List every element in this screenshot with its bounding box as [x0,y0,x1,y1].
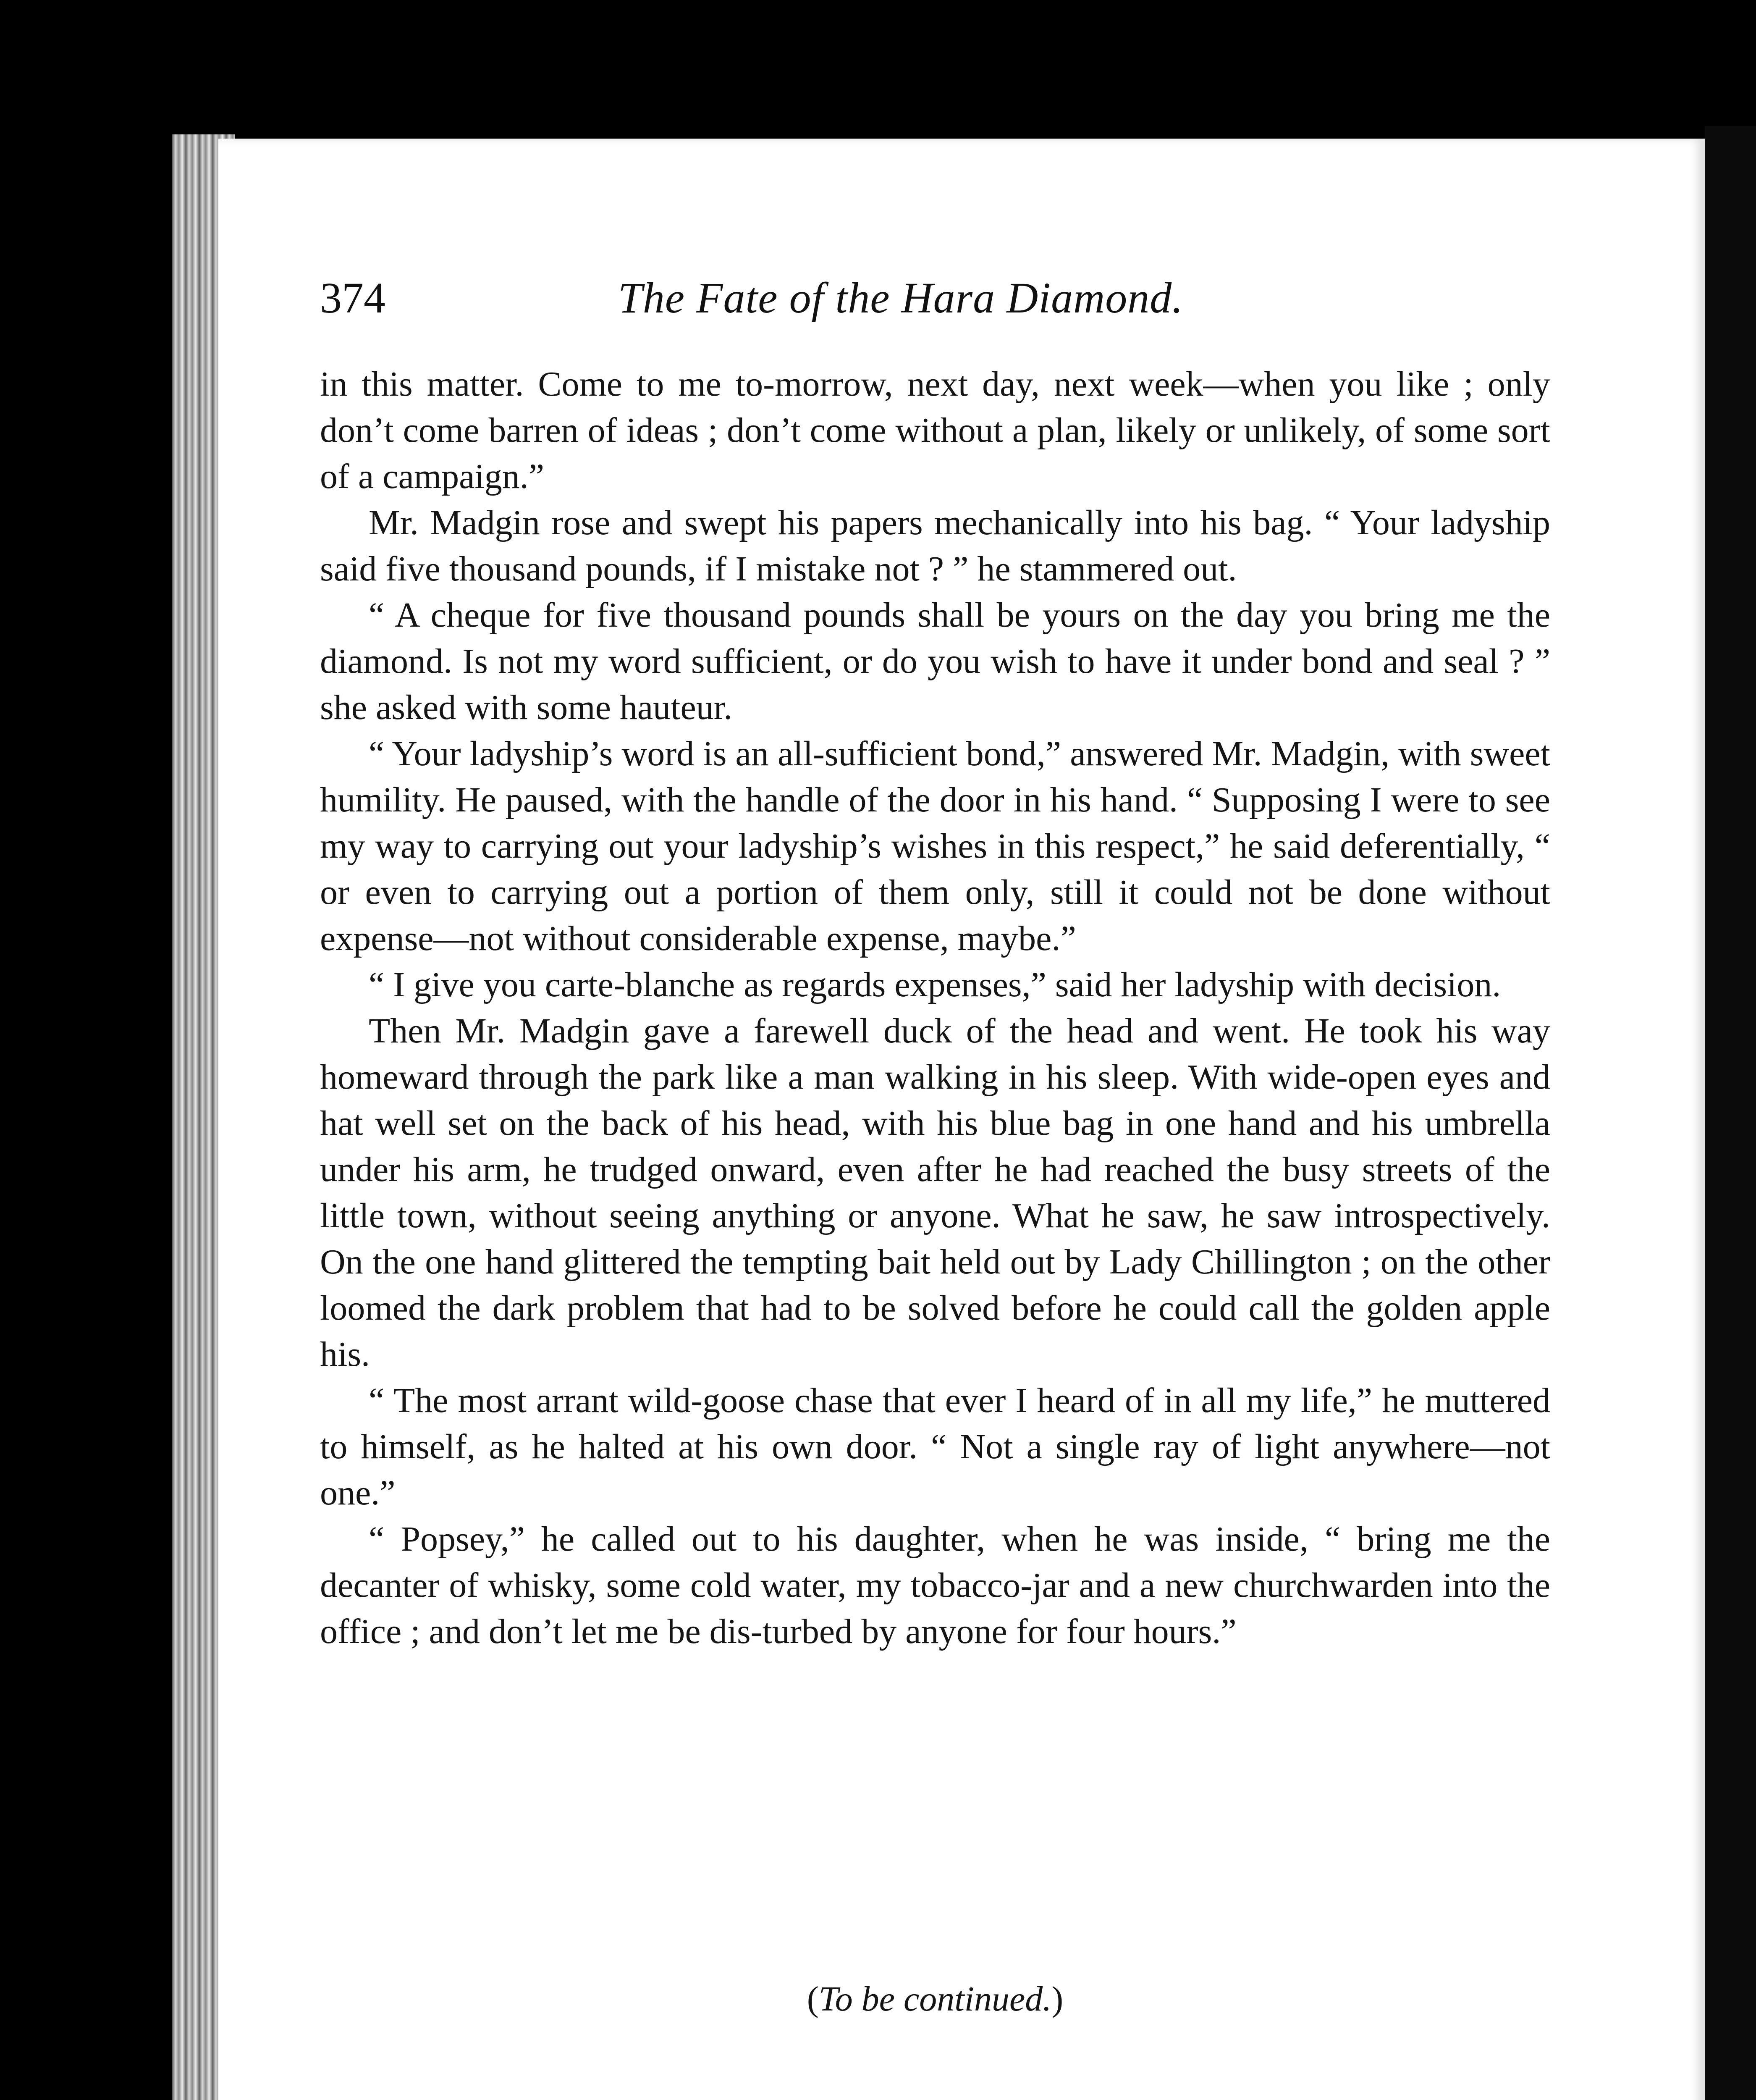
paragraph-6: Then Mr. Madgin gave a farewell duck of the head and went. He took his way homeward through the park like a man walking in his sleep. With wide-open eyes and hat well set on the back of his head, with his blue bag in one hand and his umbrella under his arm, he trudged onward, even after he had reached the busy streets of the little town, without seeing anything or anyone. What he saw, he saw introspectively. On the one hand glittered the tempting bait held out by Lady Chillington ; on the other loomed the dark problem that had to be solved before he could call the golden apple his. [320,1011,1550,1374]
running-title: The Fate of the Hara Diamond. [618,274,1184,322]
continued-close-paren: ) [1051,1979,1064,2019]
to-be-continued [320,1976,1550,2022]
paragraph-3: “ A cheque for five thousand pounds shall be yours on the day you bring me the diamond. Is not my word sufficient, or do you wish to have it under bond and seal ? ” she asked with some hauteur. [320,596,1550,727]
paragraph-1: in this matter. Come to me to-morrow, next day, next week—when you like ; only don’t come barren of ideas ; don’t come without a plan, likely or unlikely, of some sort of a campaign.” [320,365,1550,496]
right-binding-shadow [1705,126,1756,2100]
continued-text: To be continued. [818,1979,1052,2019]
paragraph-8: “ Popsey,” he called out to his daughter, when he was inside, “ bring me the decanter of whisky, some cold water, my tobacco-jar and a new churchwarden into the office ; and don’t let me be dis-turbed by anyone for four hours.” [320,1520,1550,1651]
paragraph-4: “ Your ladyship’s word is an all-sufficient bond,” answered Mr. Madgin, with sweet humility. He paused, with the handle of the door in his hand. “ Supposing I were to see my way to carrying out your ladyship’s wishes in this respect,” he said deferentially, “ or even to carrying out a portion of them only, still it could not be done without expense—not without considerable expense, maybe.” [320,734,1550,958]
story-text [320,361,1550,1655]
page-number: 374 [320,274,385,322]
paragraph-7: “ The most arrant wild-goose chase that ever I heard of in all my life,” he muttered to himself, as he halted at his own door. “ Not a single ray of light anywhere—not one.” [320,1381,1550,1512]
paragraph-5: “ I give you carte-blanche as regards expenses,” said her ladyship with decision. [369,965,1501,1004]
paragraph-2: Mr. Madgin rose and swept his papers mechanically into his bag. “ Your ladyship said five thousand pounds, if I mistake not ? ” he stammered out. [320,503,1550,588]
continued-open-paren: ( [807,1979,819,2019]
running-header [320,269,1580,328]
